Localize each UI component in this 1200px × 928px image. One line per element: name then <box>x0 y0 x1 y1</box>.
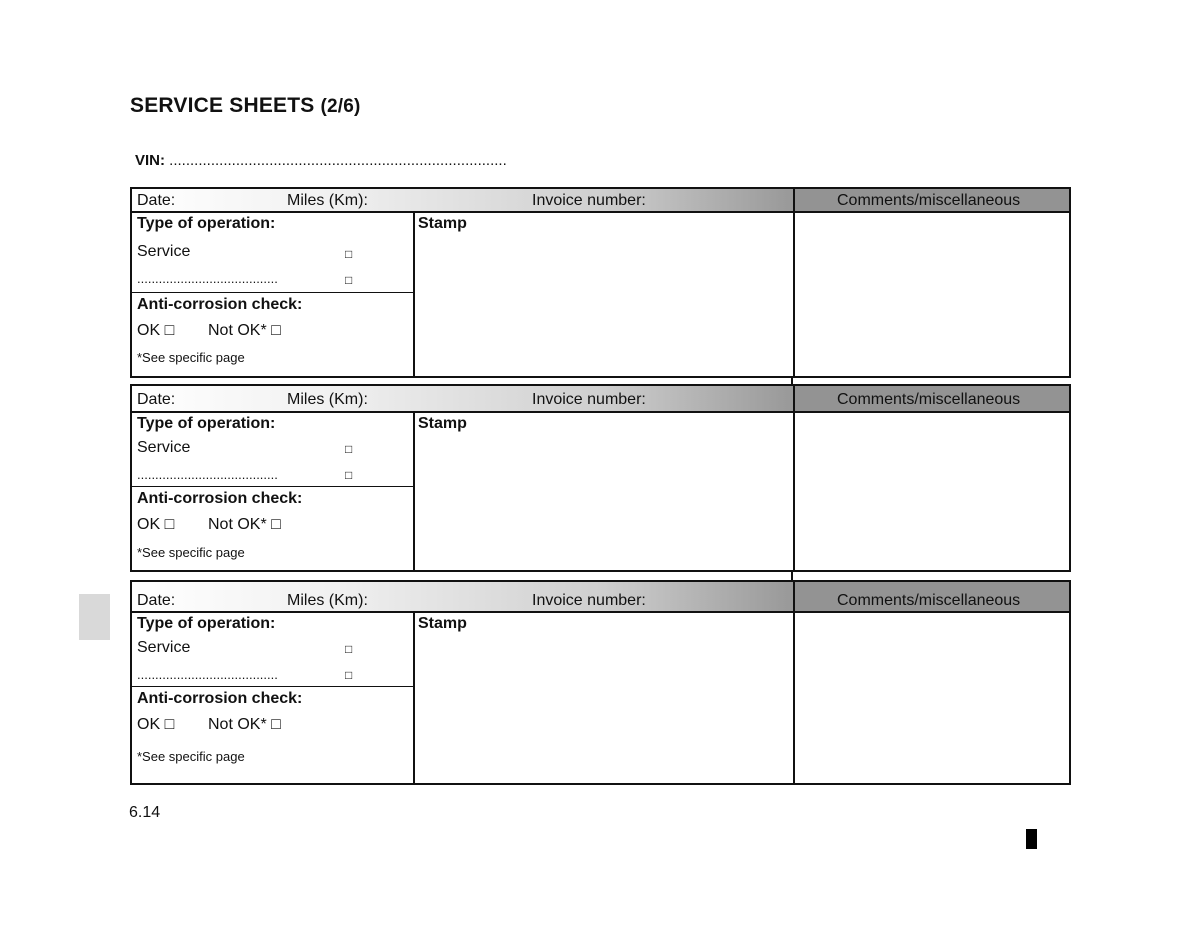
miles-label: Miles (Km): <box>287 592 368 609</box>
service-label: Service <box>137 639 191 656</box>
other-operation-dots: ....................................... <box>137 271 278 286</box>
not-ok-option[interactable]: Not OK* □ <box>208 322 281 339</box>
service-checkbox[interactable]: □ <box>345 442 353 456</box>
not-ok-option[interactable]: Not OK* □ <box>208 516 281 533</box>
chapter-tab-marker <box>79 594 110 640</box>
anti-corrosion-label: Anti-corrosion check: <box>137 690 303 707</box>
sheet-header <box>132 582 1069 613</box>
invoice-label: Invoice number: <box>532 391 646 408</box>
stamp-label: Stamp <box>418 215 467 232</box>
comments-label: Comments/miscellaneous <box>837 391 1021 408</box>
date-label: Date: <box>137 391 176 408</box>
column-divider <box>793 611 795 783</box>
page-title <box>130 94 361 118</box>
type-of-operation-label: Type of operation: <box>137 215 276 232</box>
section-divider <box>132 292 413 293</box>
end-of-section-marker <box>1026 829 1037 849</box>
invoice-label: Invoice number: <box>532 592 646 609</box>
stamp-label: Stamp <box>418 415 467 432</box>
anti-corrosion-label: Anti-corrosion check: <box>137 490 303 507</box>
date-label: Date: <box>137 192 176 209</box>
service-label: Service <box>137 439 191 456</box>
sheet-header <box>132 386 1069 413</box>
see-specific-page-note: *See specific page <box>137 545 245 560</box>
title-part: (2/6) <box>320 96 361 117</box>
column-divider <box>413 211 415 376</box>
vin-label: VIN: <box>135 152 165 169</box>
service-sheet-3 <box>130 580 1071 785</box>
ok-option[interactable]: OK □ <box>137 516 175 533</box>
column-divider <box>413 411 415 570</box>
service-sheet-1 <box>130 187 1071 378</box>
other-operation-dots: ....................................... <box>137 467 278 482</box>
comments-label: Comments/miscellaneous <box>837 192 1021 209</box>
ok-option[interactable]: OK □ <box>137 322 175 339</box>
vin-line <box>135 152 507 169</box>
ok-option[interactable]: OK □ <box>137 716 175 733</box>
see-specific-page-note: *See specific page <box>137 350 245 365</box>
column-divider <box>793 411 795 570</box>
stamp-label: Stamp <box>418 615 467 632</box>
section-divider <box>132 486 413 487</box>
service-label: Service <box>137 243 191 260</box>
page-number: 6.14 <box>129 804 161 821</box>
other-checkbox[interactable]: □ <box>345 668 353 682</box>
other-checkbox[interactable]: □ <box>345 468 353 482</box>
title-text: SERVICE SHEETS <box>130 94 315 117</box>
other-operation-dots: ....................................... <box>137 667 278 682</box>
miles-label: Miles (Km): <box>287 192 368 209</box>
type-of-operation-label: Type of operation: <box>137 615 276 632</box>
column-divider <box>793 211 795 376</box>
sheet-header <box>132 189 1069 213</box>
comments-label: Comments/miscellaneous <box>837 592 1021 609</box>
service-checkbox[interactable]: □ <box>345 642 353 656</box>
not-ok-option[interactable]: Not OK* □ <box>208 716 281 733</box>
section-divider <box>132 686 413 687</box>
column-divider <box>413 611 415 783</box>
vin-dots: ................................................................................. <box>169 152 507 169</box>
service-sheet-2 <box>130 384 1071 572</box>
other-checkbox[interactable]: □ <box>345 273 353 287</box>
date-label: Date: <box>137 592 176 609</box>
type-of-operation-label: Type of operation: <box>137 415 276 432</box>
service-checkbox[interactable]: □ <box>345 247 353 261</box>
see-specific-page-note: *See specific page <box>137 749 245 764</box>
anti-corrosion-label: Anti-corrosion check: <box>137 296 303 313</box>
invoice-label: Invoice number: <box>532 192 646 209</box>
miles-label: Miles (Km): <box>287 391 368 408</box>
